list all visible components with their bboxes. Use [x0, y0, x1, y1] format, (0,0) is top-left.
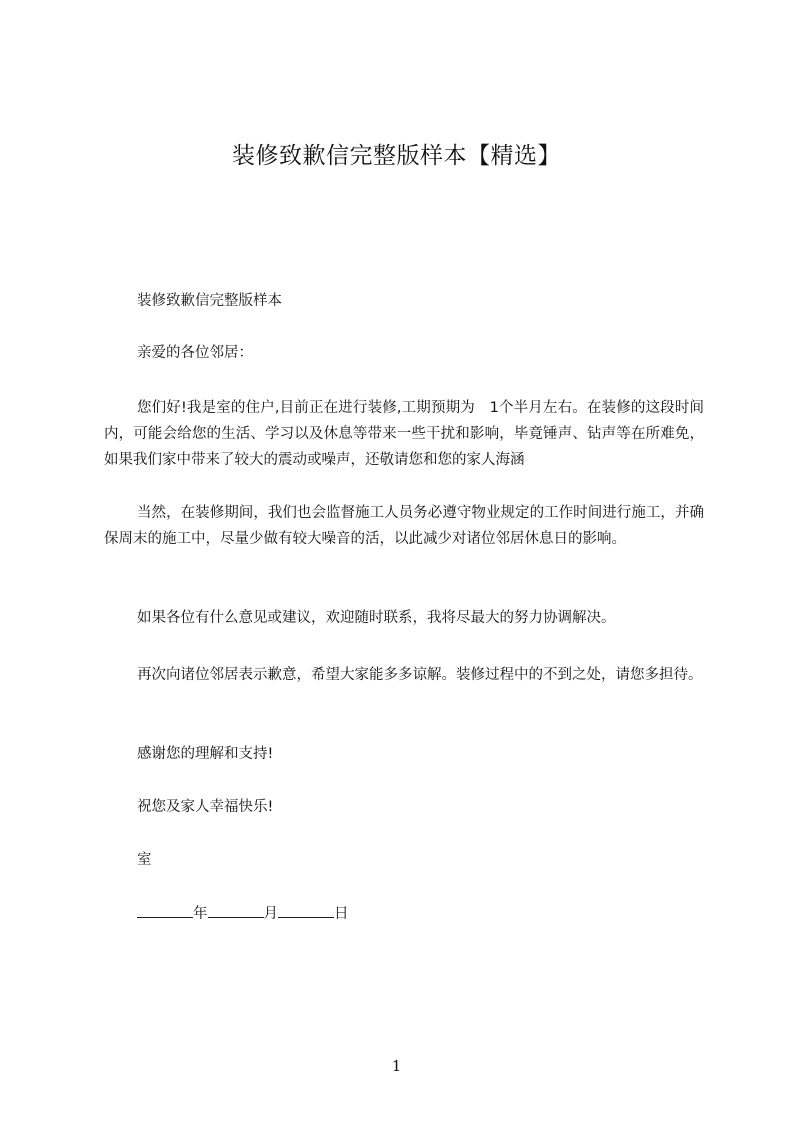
month-blank [208, 903, 264, 918]
salutation: 亲爱的各位邻居： [137, 345, 253, 361]
subtitle: 装修致歉信完整版样本 [137, 293, 282, 309]
wishes-line: 祝您及家人幸福快乐! [137, 799, 274, 815]
year-label: 年 [193, 906, 208, 922]
year-blank [137, 903, 193, 918]
page-number: 1 [391, 1057, 402, 1075]
paragraph-apology: 再次向诸位邻居表示歉意，希望大家能多多谅解。装修过程中的不到之处，请您多担待。 [137, 667, 703, 683]
paragraph-contact: 如果各位有什么意见或建议，欢迎随时联系，我将尽最大的努力协调解决。 [137, 610, 616, 626]
day-label: 日 [334, 906, 349, 922]
date-line [137, 903, 349, 924]
day-blank [278, 903, 334, 918]
room-signature: 室 [137, 852, 152, 868]
paragraph-intro: 您们好!我是室的住户,目前正在进行装修,工期预期为 1个半月左右。在装修的这段时间内，可能会给您的生活、学习以及休息等带来一些干扰和影响，毕竟锤声、钻声等在所难免，如果我们家中带来了较大的震动或噪声，还敬请您和您的家人海涵 [104, 400, 704, 468]
thanks-line: 感谢您的理解和支持! [137, 746, 274, 762]
document-title: 装修致歉信完整版样本【精选】 [232, 143, 561, 169]
month-label: 月 [263, 906, 278, 922]
paragraph-schedule: 当然，在装修期间，我们也会监督施工人员务必遵守物业规定的工作时间进行施工，并确保周末的施工中，尽量少做有较大噪音的活，以此减少对诸位邻居休息日的影响。 [104, 505, 704, 547]
